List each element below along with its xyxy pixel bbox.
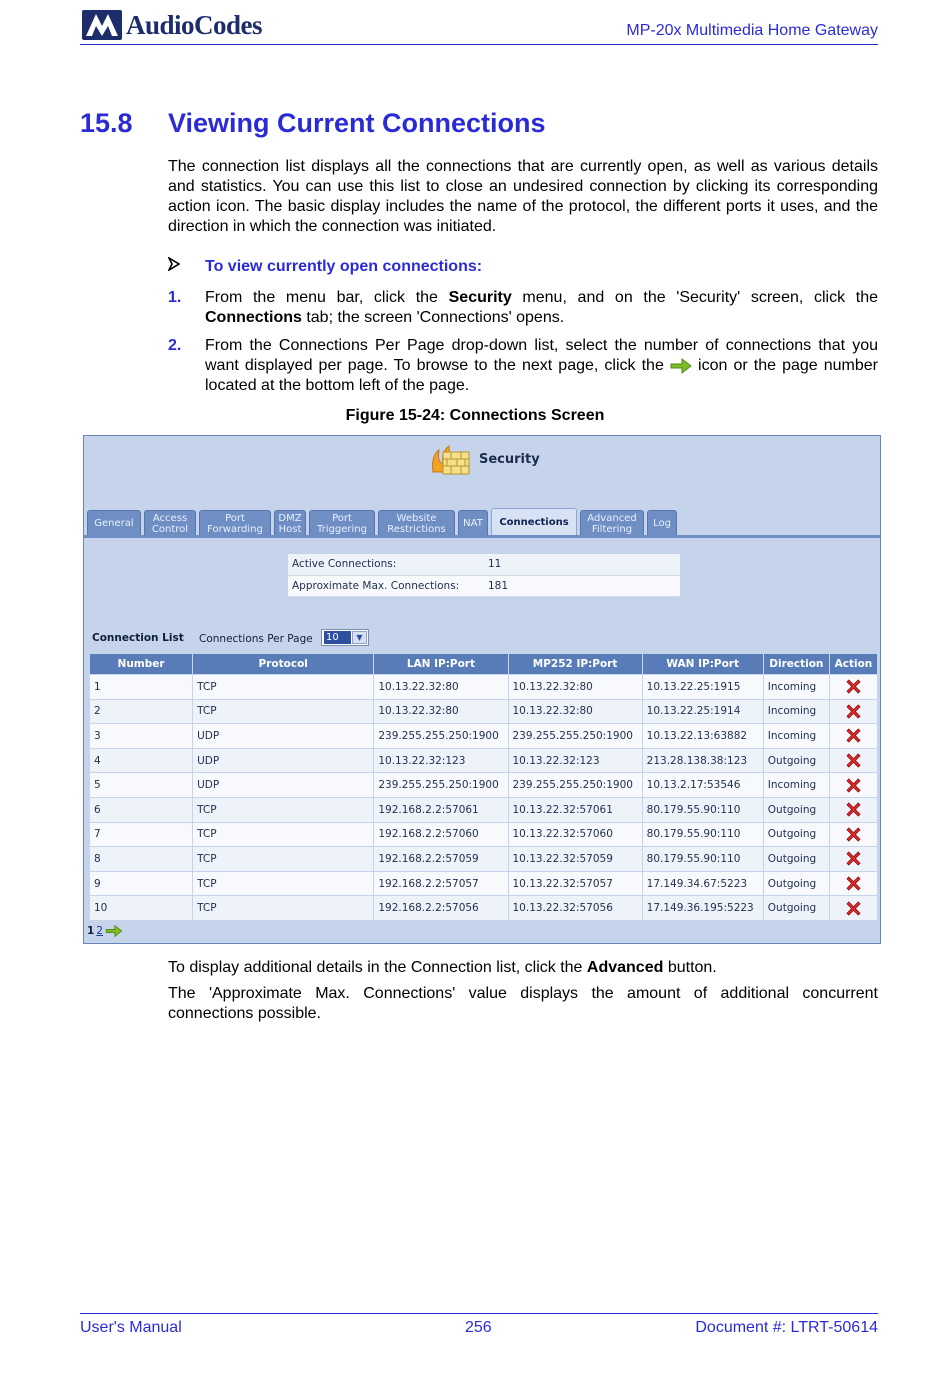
document-title: MP-20x Multimedia Home Gateway — [626, 22, 878, 39]
tab-dmz-host[interactable]: DMZ Host — [274, 510, 306, 536]
row-lan-ip-port: 10.13.22.32:123 — [374, 748, 508, 773]
row-action — [829, 797, 877, 822]
pagination — [87, 924, 123, 938]
col-wan-ip-port[interactable]: WAN IP:Port — [642, 654, 763, 675]
row-action — [829, 748, 877, 773]
row-direction: Outgoing — [763, 822, 829, 847]
advanced-note: To display additional details in the Connection list, click the Advanced button. — [168, 959, 717, 976]
table-row — [90, 699, 878, 724]
step-text: From the menu bar, click the Security menu, and on the 'Security' screen, click the Connections tab; the screen 'Connections' opens. — [205, 289, 878, 326]
delete-connection-icon[interactable] — [846, 728, 861, 743]
row-wan-ip-port: 213.28.138.38:123 — [642, 748, 763, 773]
row-direction: Incoming — [763, 699, 829, 724]
col-direction[interactable]: Direction — [763, 654, 829, 675]
row-lan-ip-port: 239.255.255.250:1900 — [374, 773, 508, 798]
row-action — [829, 699, 877, 724]
row-number: 1 — [90, 675, 193, 700]
audiocodes-logo-icon — [82, 10, 122, 40]
section-title: Viewing Current Connections — [168, 108, 546, 138]
table-row — [90, 896, 878, 921]
connection-list-label: Connection List — [92, 632, 184, 644]
row-mp252-ip-port: 10.13.22.32:80 — [508, 699, 642, 724]
security-firewall-icon — [429, 442, 473, 480]
row-lan-ip-port: 192.168.2.2:57059 — [374, 847, 508, 872]
row-direction: Incoming — [763, 773, 829, 798]
max-connections-label: Approximate Max. Connections: — [288, 575, 484, 596]
delete-connection-icon[interactable] — [846, 704, 861, 719]
row-protocol: TCP — [193, 822, 374, 847]
delete-connection-icon[interactable] — [846, 778, 861, 793]
row-action — [829, 724, 877, 749]
connections-screen-figure — [83, 435, 881, 944]
chevron-down-icon[interactable]: ▼ — [352, 631, 367, 644]
connections-per-page-select[interactable] — [321, 629, 369, 646]
row-lan-ip-port: 192.168.2.2:57061 — [374, 797, 508, 822]
row-wan-ip-port: 80.179.55.90:110 — [642, 847, 763, 872]
row-direction: Outgoing — [763, 896, 829, 921]
delete-connection-icon[interactable] — [846, 851, 861, 866]
stat-row — [288, 554, 680, 575]
row-protocol: UDP — [193, 773, 374, 798]
delete-connection-icon[interactable] — [846, 679, 861, 694]
table-row — [90, 871, 878, 896]
tab-strip — [84, 535, 880, 538]
row-mp252-ip-port: 10.13.22.32:57060 — [508, 822, 642, 847]
row-protocol: UDP — [193, 748, 374, 773]
security-tabs — [87, 508, 677, 536]
next-page-arrow-icon[interactable] — [105, 924, 123, 938]
figure-caption: Figure 15-24: Connections Screen — [345, 407, 605, 424]
row-number: 5 — [90, 773, 193, 798]
procedure-title: To view currently open connections: — [205, 257, 483, 275]
active-connections-value: 11 — [484, 554, 680, 575]
row-wan-ip-port: 10.13.2.17:53546 — [642, 773, 763, 798]
row-direction: Outgoing — [763, 847, 829, 872]
step-number: 2. — [168, 337, 182, 354]
tab-website-restrictions[interactable]: Website Restrictions — [378, 510, 455, 536]
row-number: 3 — [90, 724, 193, 749]
delete-connection-icon[interactable] — [846, 901, 861, 916]
procedure-arrow-icon — [168, 257, 205, 276]
page-number: 256 — [465, 1319, 492, 1336]
audiocodes-logo — [82, 8, 262, 42]
row-direction: Outgoing — [763, 871, 829, 896]
tab-access-control[interactable]: Access Control — [144, 510, 196, 536]
stat-row — [288, 575, 680, 596]
table-row — [90, 847, 878, 872]
row-wan-ip-port: 10.13.22.13:63882 — [642, 724, 763, 749]
row-mp252-ip-port: 10.13.22.32:57061 — [508, 797, 642, 822]
step-text: From the Connections Per Page drop-down list, select the number of connections that you want displayed per page. To browse to the next page, click the icon or the page number located at the bottom left of the page. — [205, 337, 879, 394]
row-wan-ip-port: 80.179.55.90:110 — [642, 822, 763, 847]
row-action — [829, 773, 877, 798]
row-protocol: TCP — [193, 871, 374, 896]
max-connections-value: 181 — [484, 575, 680, 596]
row-direction: Incoming — [763, 675, 829, 700]
row-protocol: TCP — [193, 699, 374, 724]
row-number: 9 — [90, 871, 193, 896]
row-lan-ip-port: 10.13.22.32:80 — [374, 699, 508, 724]
row-mp252-ip-port: 10.13.22.32:57057 — [508, 871, 642, 896]
tab-log[interactable]: Log — [647, 510, 677, 536]
delete-connection-icon[interactable] — [846, 753, 861, 768]
row-lan-ip-port: 192.168.2.2:57056 — [374, 896, 508, 921]
row-mp252-ip-port: 10.13.22.32:57056 — [508, 896, 642, 921]
row-mp252-ip-port: 10.13.22.32:57059 — [508, 847, 642, 872]
row-action — [829, 847, 877, 872]
row-wan-ip-port: 17.149.36.195:5223 — [642, 896, 763, 921]
col-mp252-ip-port[interactable]: MP252 IP:Port — [508, 654, 642, 675]
row-mp252-ip-port: 239.255.255.250:1900 — [508, 724, 642, 749]
row-wan-ip-port: 80.179.55.90:110 — [642, 797, 763, 822]
tab-connections[interactable]: Connections — [491, 508, 577, 536]
section-heading — [80, 108, 546, 139]
connections-per-page-label: Connections Per Page — [199, 633, 313, 645]
intro-paragraph: The connection list displays all the connections that are currently open, as well as various details and statistics. You can use this list to close an undesired connection by clicking its corresponding action icon. The basic display includes the name of the protocol, the different ports it uses, and the direction in which the connection was initiated. — [168, 158, 878, 235]
procedure-step-2 — [168, 336, 878, 396]
table-row — [90, 822, 878, 847]
col-number[interactable]: Number — [90, 654, 193, 675]
row-protocol: TCP — [193, 675, 374, 700]
row-action — [829, 871, 877, 896]
row-lan-ip-port: 239.255.255.250:1900 — [374, 724, 508, 749]
row-number: 6 — [90, 797, 193, 822]
delete-connection-icon[interactable] — [846, 827, 861, 842]
row-action — [829, 822, 877, 847]
connection-stats — [288, 554, 680, 597]
row-mp252-ip-port: 10.13.22.32:123 — [508, 748, 642, 773]
max-connections-note: The 'Approximate Max. Connections' value displays the amount of additional concurrent connections possible. — [168, 985, 878, 1022]
tab-port-triggering[interactable]: Port Triggering — [309, 510, 375, 536]
row-action — [829, 675, 877, 700]
row-direction: Outgoing — [763, 797, 829, 822]
row-protocol: TCP — [193, 797, 374, 822]
procedure-step-1 — [168, 288, 878, 328]
row-direction: Incoming — [763, 724, 829, 749]
tab-port-forwarding[interactable]: Port Forwarding — [199, 510, 271, 536]
table-row — [90, 748, 878, 773]
step-number: 1. — [168, 289, 182, 306]
footer-manual-label: User's Manual — [80, 1319, 182, 1336]
row-number: 10 — [90, 896, 193, 921]
row-number: 8 — [90, 847, 193, 872]
row-wan-ip-port: 17.149.34.67:5223 — [642, 871, 763, 896]
page-2-link[interactable]: 2 — [96, 925, 103, 937]
tab-general[interactable]: General — [87, 510, 141, 536]
section-number: 15.8 — [80, 108, 133, 138]
table-row — [90, 773, 878, 798]
row-number: 4 — [90, 748, 193, 773]
tab-advanced-filtering[interactable]: Advanced Filtering — [580, 510, 644, 536]
delete-connection-icon[interactable] — [846, 802, 861, 817]
delete-connection-icon[interactable] — [846, 876, 861, 891]
document-number: Document #: LTRT-50614 — [695, 1319, 878, 1336]
table-row — [90, 724, 878, 749]
row-lan-ip-port: 192.168.2.2:57060 — [374, 822, 508, 847]
row-lan-ip-port: 10.13.22.32:80 — [374, 675, 508, 700]
table-header-row — [90, 654, 878, 675]
row-number: 7 — [90, 822, 193, 847]
col-protocol[interactable]: Protocol — [193, 654, 374, 675]
screen-title: Security — [479, 452, 540, 467]
next-page-arrow-icon — [670, 357, 692, 375]
table-row — [90, 797, 878, 822]
row-protocol: TCP — [193, 847, 374, 872]
page-1-link[interactable]: 1 — [87, 925, 95, 937]
row-mp252-ip-port: 10.13.22.32:80 — [508, 675, 642, 700]
row-lan-ip-port: 192.168.2.2:57057 — [374, 871, 508, 896]
col-action: Action — [829, 654, 877, 675]
header-divider — [80, 44, 878, 45]
active-connections-label: Active Connections: — [288, 554, 484, 575]
col-lan-ip-port[interactable]: LAN IP:Port — [374, 654, 508, 675]
row-wan-ip-port: 10.13.22.25:1914 — [642, 699, 763, 724]
tab-nat[interactable]: NAT — [458, 510, 488, 536]
footer-divider — [80, 1313, 878, 1314]
row-action — [829, 896, 877, 921]
row-direction: Outgoing — [763, 748, 829, 773]
procedure-heading — [168, 257, 482, 276]
row-protocol: UDP — [193, 724, 374, 749]
per-page-selected-value: 10 — [324, 631, 351, 644]
row-protocol: TCP — [193, 896, 374, 921]
connections-table — [89, 653, 878, 921]
screen-header — [84, 436, 880, 506]
table-row — [90, 675, 878, 700]
row-number: 2 — [90, 699, 193, 724]
row-wan-ip-port: 10.13.22.25:1915 — [642, 675, 763, 700]
row-mp252-ip-port: 239.255.255.250:1900 — [508, 773, 642, 798]
logo-text: AudioCodes — [126, 9, 263, 40]
